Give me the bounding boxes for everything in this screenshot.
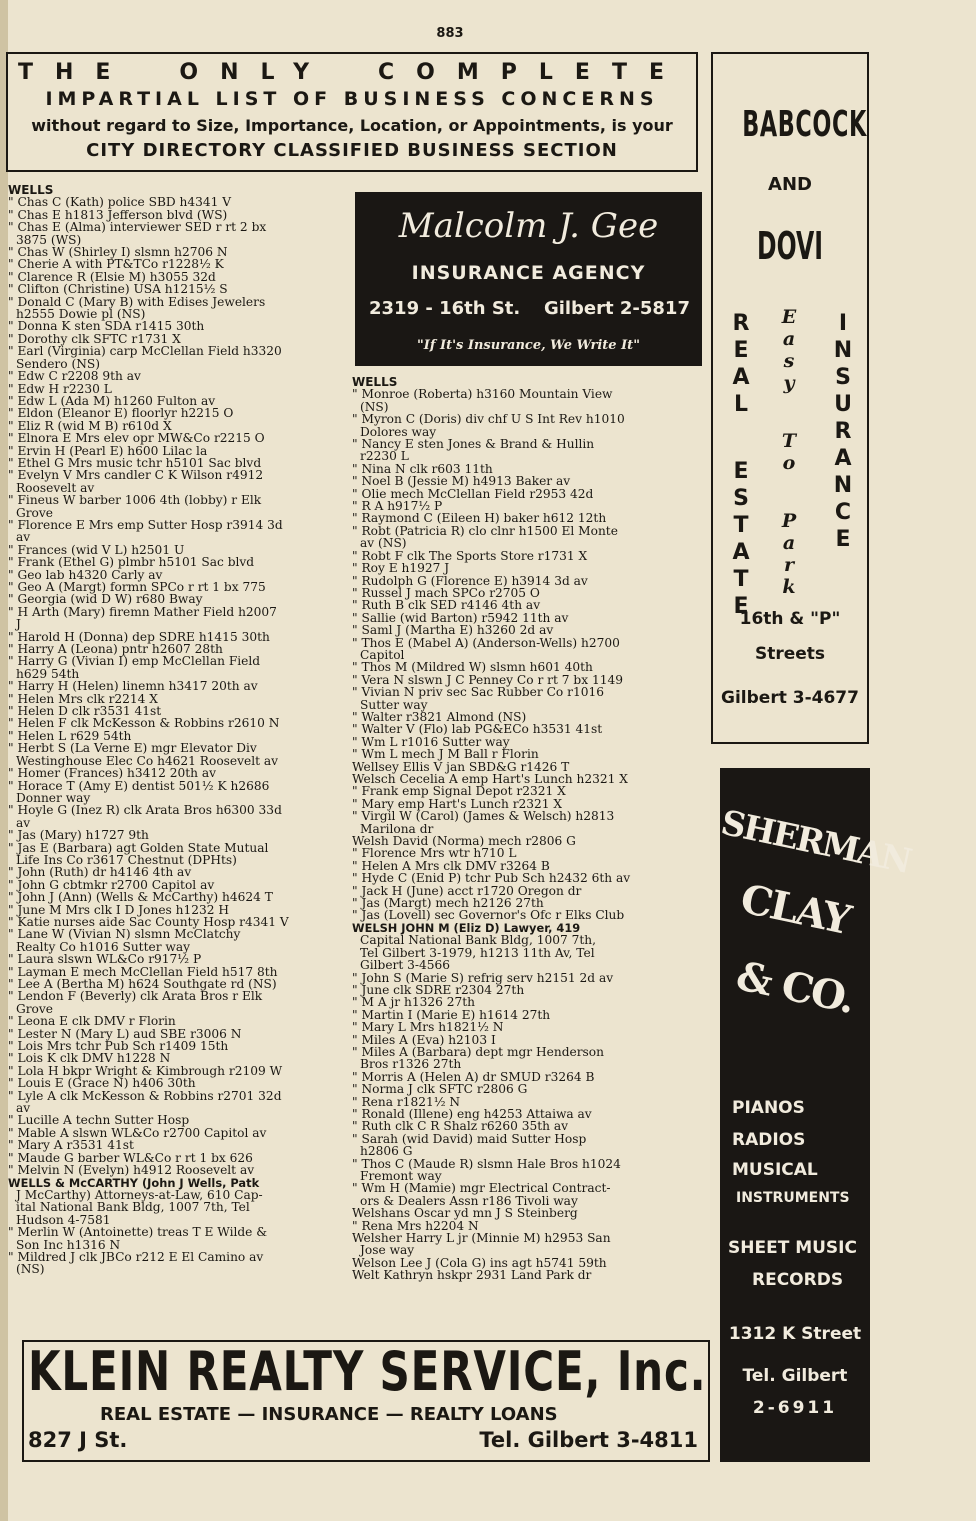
vertical-letter — [777, 394, 801, 430]
directory-line: " Horace T (Amy E) dentist 501½ K h2686 — [8, 778, 270, 793]
vertical-letter: S — [835, 365, 851, 390]
directory-line: Hudson 4-7581 — [16, 1212, 111, 1227]
directory-line: " Louis E (Grace N) h406 30th — [8, 1076, 196, 1091]
directory-line: " Lois K clk DMV h1228 N — [8, 1051, 171, 1066]
directory-line: " Dorothy clk SFTC r1731 X — [8, 331, 181, 346]
vertical-letter: U — [834, 392, 852, 417]
vertical-letter: T — [733, 513, 749, 538]
directory-line: " Lee A (Bertha M) h624 Southgate rd (NS) — [8, 977, 277, 991]
directory-line: " Frank emp Signal Depot r2321 X — [352, 784, 566, 799]
sherman-number: 2-6911 — [752, 1398, 838, 1418]
directory-line: " Helen Mrs clk r2214 X — [8, 691, 158, 706]
sherman-tel: Tel. Gilbert — [742, 1366, 848, 1386]
directory-line: " Lane W (Vivian N) slsmn McClatchy — [8, 927, 241, 942]
directory-line: " June M Mrs clk I D Jones h1232 H — [8, 902, 230, 917]
directory-line: " Ethel G Mrs music tchr h5101 Sac blvd — [8, 455, 262, 470]
directory-line: " Lester N (Mary L) aud SBE r3006 N — [8, 1026, 242, 1041]
directory-line: " Monroe (Roberta) h3160 Mountain View — [352, 387, 613, 402]
babcock-dovi-ad — [711, 52, 869, 744]
directory-line: " Mildred J clk JBCo r212 E El Camino av — [8, 1249, 264, 1264]
directory-line: " Ruth B clk SED r4146 4th av — [352, 598, 541, 613]
babcock-streets: Streets — [754, 644, 826, 664]
directory-line: " Lucille A techn Sutter Hosp — [8, 1113, 190, 1128]
directory-line: " Vivian N priv sec Sac Rubber Co r1016 — [352, 685, 604, 700]
directory-line: " Helen L r629 54th — [8, 728, 132, 743]
gee-address: 2319 - 16th St. — [369, 298, 521, 319]
middle-listing-column — [352, 376, 712, 1282]
directory-line: " Katie nurses aide Sac County Hosp r4341 V — [8, 914, 289, 929]
directory-line: Welson Lee J (Cola G) ins agt h5741 59th — [352, 1255, 607, 1270]
directory-line: " Wm L mech J M Ball r Florin — [352, 747, 539, 762]
directory-line: av — [16, 815, 31, 830]
directory-line: " Vera N slswn J C Penney Co r rt 7 bx 1149 — [352, 672, 623, 687]
directory-line: " Chas W (Shirley I) slsmn h2706 N — [8, 245, 228, 260]
directory-line: h629 54th — [16, 666, 80, 681]
directory-line: " Harold H (Donna) dep SDRE h1415 30th — [8, 629, 270, 644]
directory-line: Sutter way — [360, 697, 428, 712]
directory-line: " Clifton (Christine) USA h1215½ S — [8, 282, 228, 297]
directory-line: " Chas C (Kath) police SBD h4341 V — [8, 195, 232, 210]
directory-line: Welsch Cecelia A emp Hart's Lunch h2321 X — [352, 772, 628, 786]
directory-line: " Rudolph G (Florence E) h3914 3d av — [352, 573, 588, 588]
directory-line: " Edw L (Ada M) h1260 Fulton av — [8, 393, 216, 408]
vertical-letter: y — [783, 372, 795, 394]
directory-line: " Clarence R (Elsie M) h3055 32d — [8, 269, 216, 284]
vertical-letter — [777, 474, 801, 510]
directory-line: " Ronald (Illene) eng h4253 Attaiwa av — [352, 1106, 592, 1121]
directory-line: " Nancy E sten Jones & Brand & Hullin — [352, 437, 595, 452]
vertical-letter: k — [782, 576, 796, 598]
klein-name: KLEIN REALTY SERVICE, Inc. — [28, 1340, 707, 1403]
vertical-letter: C — [834, 500, 852, 525]
directory-line: " Jack H (June) acct r1720 Oregon dr — [352, 883, 582, 898]
dovi-name: DOVI — [757, 224, 823, 268]
directory-line: Grove — [16, 1001, 53, 1016]
sherman-item-instruments: INSTRUMENTS — [736, 1190, 850, 1206]
vertical-letter: A — [732, 540, 750, 565]
directory-line: " Roy E h1927 J — [352, 561, 450, 576]
directory-line: " Earl (Virginia) carp McClellan Field h3320 — [8, 344, 282, 359]
directory-line: WELSH JOHN M (Eliz D) Lawyer, 419 — [352, 920, 581, 935]
directory-line: ital National Bank Bldg, 1007 7th, Tel — [16, 1200, 250, 1215]
directory-line: " Hyde C (Enid P) tchr Pub Sch h2432 6th av — [352, 871, 631, 886]
banner-line-1 — [18, 60, 686, 85]
directory-line: (NS) — [360, 399, 389, 414]
directory-line: Welshans Oscar yd mn J S Steinberg — [352, 1206, 578, 1221]
directory-line: " Wm L r1016 Sutter way — [352, 734, 510, 749]
sherman-line-3: & CO. — [732, 952, 858, 1023]
vertical-letter: E — [835, 527, 851, 552]
directory-line: h2806 G — [360, 1144, 413, 1159]
vertical-letter: a — [782, 532, 796, 554]
directory-line: Welsher Harry L jr (Minnie M) h2953 San — [352, 1231, 611, 1246]
directory-line: r2230 L — [360, 449, 409, 464]
directory-line: " Herbt S (La Verne E) mgr Elevator Div — [8, 741, 257, 756]
malcolm-gee-insurance-ad — [355, 192, 702, 366]
klein-realty-ad — [22, 1340, 710, 1462]
vertical-letter: o — [782, 452, 796, 474]
directory-line: " Frank (Ethel G) plmbr h5101 Sac blvd — [8, 555, 255, 570]
vertical-letter: N — [833, 338, 853, 363]
gee-agency: INSURANCE AGENCY — [411, 262, 646, 284]
directory-line: " Wm H (Mamie) mgr Electrical Contract- — [352, 1181, 611, 1196]
vertical-letter: E — [781, 306, 797, 328]
banner-word-the: THE — [18, 60, 133, 85]
directory-line: " June clk SDRE r2304 27th — [352, 982, 525, 997]
directory-line: " Miles A (Barbara) dept mgr Henderson — [352, 1044, 604, 1059]
directory-line: " Miles A (Eva) h2103 I — [352, 1032, 496, 1047]
directory-line: " Donald C (Mary B) with Edises Jewelers — [8, 294, 266, 309]
banner-line-3: without regard to Size, Importance, Location, or Appointments, is your — [31, 116, 673, 135]
sherman-line-1: SHERMAN — [717, 802, 914, 882]
directory-line: " H Arth (Mary) firemn Mather Field h2007 — [8, 604, 277, 619]
left-listing-column — [8, 184, 348, 1276]
klein-address: 827 J St. — [28, 1428, 128, 1452]
vertical-letter: N — [833, 473, 853, 498]
vertical-letter: R — [834, 419, 852, 444]
directory-line: Jose way — [360, 1243, 415, 1258]
directory-line: Donner way — [16, 790, 91, 805]
vertical-letter: P — [781, 510, 797, 532]
directory-line: " Morris A (Helen A) dr SMUD r3264 B — [352, 1069, 595, 1084]
directory-line: " Melvin N (Evelyn) h4912 Roosevelt av — [8, 1163, 255, 1178]
vertical-letter: s — [783, 350, 795, 372]
directory-line: " Homer (Frances) h3412 20th av — [8, 766, 217, 781]
banner-line-2: IMPARTIAL LIST OF BUSINESS CONCERNS — [45, 88, 659, 110]
directory-line: " Virgil W (Carol) (James & Welsch) h2813 — [352, 809, 615, 824]
insurance-vertical — [831, 310, 855, 553]
directory-line: " Florence E Mrs emp Sutter Hosp r3914 3d — [8, 517, 283, 532]
vertical-letter: R — [732, 311, 750, 336]
directory-line: " Rena Mrs h2204 N — [352, 1218, 479, 1233]
directory-line: (NS) — [16, 1262, 45, 1277]
directory-line: " Edw H r2230 L — [8, 381, 112, 396]
directory-line: Welt Kathryn hskpr 2931 Land Park dr — [352, 1268, 592, 1283]
directory-line: " Walter r3821 Almond (NS) — [352, 709, 527, 724]
directory-line: " Geo A (Margt) formn SPCo r rt 1 bx 775 — [8, 580, 266, 594]
directory-line: " Georgia (wid D W) r680 Bway — [8, 592, 203, 607]
directory-line: av — [16, 1101, 31, 1116]
directory-line: " Jas E (Barbara) agt Golden State Mutual — [8, 840, 269, 855]
babcock-and: AND — [768, 174, 812, 195]
directory-line: " Robt (Patricia R) clo clnr h1500 El Monte — [352, 523, 618, 538]
banner-word-only: ONLY — [179, 60, 332, 85]
directory-line: h2555 Dowie pl (NS) — [16, 307, 146, 322]
directory-line: " John J (Ann) (Wells & McCarthy) h4624 T — [8, 890, 273, 905]
vertical-letter: T — [733, 567, 749, 592]
directory-line: " Elnora E Mrs elev opr MW&Co r2215 O — [8, 431, 265, 446]
directory-line: ors & Dealers Assn r186 Tivoli way — [360, 1193, 578, 1208]
directory-line: " Chas E h1813 Jefferson blvd (WS) — [8, 207, 228, 222]
directory-line: WELLS — [8, 183, 54, 197]
directory-line: Grove — [16, 505, 53, 520]
directory-line: Dolores way — [360, 424, 437, 439]
directory-line: " Geo lab h4320 Carly av — [8, 567, 163, 582]
directory-line: " Merlin W (Antoinette) treas T E Wilde & — [8, 1225, 268, 1240]
directory-line: " Myron C (Doris) div chf U S Int Rev h1010 — [352, 412, 625, 427]
vertical-letter: E — [733, 594, 749, 619]
directory-line: " Fineus W barber 1006 4th (lobby) r Elk — [8, 493, 262, 508]
directory-line: Son Inc h1316 N — [16, 1237, 121, 1252]
directory-line: Gilbert 3-4566 — [360, 958, 451, 973]
directory-line: J — [16, 617, 21, 632]
vertical-letter: T — [781, 430, 797, 452]
directory-line: " Sarah (wid David) maid Sutter Hosp — [352, 1131, 587, 1146]
directory-line: " Russel J mach SPCo r2705 O — [352, 585, 540, 600]
directory-line: " Frances (wid V L) h2501 U — [8, 542, 185, 557]
classified-section-banner — [6, 52, 698, 172]
directory-line: " Jas (Lovell) sec Governor's Ofc r Elks Club — [352, 908, 625, 923]
banner-word-complete: COMPLETE — [378, 60, 686, 85]
sherman-line-2: CLAY — [736, 875, 854, 944]
directory-line: " Rena r1821½ N — [352, 1094, 461, 1109]
directory-line: " Thos M (Mildred W) slsmn h601 40th — [352, 660, 593, 675]
directory-line: " Mary L Mrs h1821½ N — [352, 1020, 504, 1035]
directory-line: " R A h917½ P — [352, 499, 443, 514]
directory-line: 3875 (WS) — [16, 232, 82, 247]
directory-line: " Hoyle G (Inez R) clk Arata Bros h6300 33d — [8, 803, 282, 818]
vertical-letter — [729, 418, 753, 458]
vertical-letter: A — [834, 446, 852, 471]
directory-line: Capital National Bank Bldg, 1007 7th, — [360, 933, 596, 948]
directory-line: Capitol — [360, 647, 405, 662]
directory-line: " Mable A slswn WL&Co r2700 Capitol av — [8, 1125, 267, 1140]
vertical-letter: L — [733, 392, 749, 417]
sherman-item-records: RECORDS — [752, 1270, 844, 1290]
directory-line: " Raymond C (Eileen H) baker h612 12th — [352, 511, 607, 526]
directory-line: " Thos C (Maude R) slsmn Hale Bros h1024 — [352, 1156, 621, 1171]
gee-phone: Gilbert 2-5817 — [543, 298, 690, 319]
sherman-item-musical: MUSICAL — [732, 1160, 818, 1180]
vertical-letter: a — [782, 328, 796, 350]
vertical-letter: A — [732, 365, 750, 390]
directory-line: Fremont way — [360, 1169, 442, 1183]
gee-slogan: "If It's Insurance, We Write It" — [417, 338, 640, 353]
directory-line: " Edw C r2208 9th av — [8, 369, 141, 384]
directory-line: " Helen D clk r3531 41st — [8, 704, 162, 719]
directory-line: " John (Ruth) dr h4146 4th av — [8, 865, 192, 880]
real-estate-vertical — [729, 310, 753, 620]
vertical-letter: E — [733, 338, 749, 363]
babcock-phone: Gilbert 3-4677 — [721, 688, 859, 708]
directory-line: Welsh David (Norma) mech r2806 G — [352, 834, 576, 849]
directory-line: " Martin I (Marie E) h1614 27th — [352, 1007, 551, 1022]
directory-line: WELLS — [352, 375, 398, 389]
easy-to-park-vertical — [777, 306, 801, 598]
directory-line: Realty Co h1016 Sutter way — [16, 939, 190, 954]
directory-line: " Lyle A clk McKesson & Robbins r2701 32d — [8, 1088, 282, 1103]
directory-line: " Robt F clk The Sports Store r1731 X — [352, 548, 588, 563]
directory-line: Roosevelt av — [16, 480, 95, 495]
directory-line: " Nina N clk r603 11th — [352, 461, 493, 476]
directory-line: " Donna K sten SDA r1415 30th — [8, 319, 205, 334]
directory-line: Bros r1326 27th — [360, 1057, 462, 1072]
directory-line: " Lendon F (Beverly) clk Arata Bros r Elk — [8, 989, 263, 1004]
directory-line: " Helen A Mrs clk DMV r3264 B — [352, 858, 550, 873]
sherman-item-sheet-music: SHEET MUSIC — [728, 1238, 857, 1258]
directory-line: " Layman E mech McClellan Field h517 8th — [8, 964, 278, 979]
sherman-item-radios: RADIOS — [732, 1130, 806, 1150]
sherman-clay-ad — [717, 768, 914, 1462]
directory-line: " John G cbtmkr r2700 Capitol av — [8, 877, 215, 892]
directory-line: " Maude G barber WL&Co r rt 1 bx 626 — [8, 1150, 253, 1165]
directory-line: " Thos E (Mabel A) (Anderson-Wells) h2700 — [352, 635, 620, 650]
directory-line: " Lola H bkpr Wright & Kimbrough r2109 W — [8, 1063, 283, 1078]
directory-line: Sendero (NS) — [16, 356, 100, 371]
directory-line: J McCarthy) Attorneys-at-Law, 610 Cap- — [16, 1187, 263, 1202]
vertical-letter: r — [783, 554, 794, 576]
directory-line: " Eliz R (wid M B) r610d X — [8, 418, 172, 433]
babcock-name: BABCOCK — [742, 104, 867, 145]
vertical-letter: I — [838, 311, 848, 336]
page-number: 883 — [436, 26, 464, 41]
directory-line: WELLS & McCARTHY (John J Wells, Patk — [8, 1175, 260, 1190]
sherman-item-pianos: PIANOS — [732, 1098, 805, 1118]
directory-line: " Chas E (Alma) interviewer SED r rt 2 bx — [8, 220, 267, 235]
gee-name: Malcolm J. Gee — [398, 206, 659, 246]
directory-line: " Norma J clk SFTC r2806 G — [352, 1082, 528, 1097]
directory-line: " Jas (Margt) mech h2126 27th — [352, 896, 544, 911]
directory-line: av — [16, 530, 31, 545]
directory-line: " Helen F clk McKesson & Robbins r2610 N — [8, 716, 280, 731]
vertical-letter: E — [733, 459, 749, 484]
directory-line: Tel Gilbert 3-1979, h1213 11th Av, Tel — [360, 945, 595, 960]
klein-phone: Tel. Gilbert 3-4811 — [479, 1428, 698, 1452]
babcock-cross-streets: 16th & "P" — [739, 609, 841, 629]
directory-line: " Leona E clk DMV r Florin — [8, 1014, 176, 1029]
directory-line: " Noel B (Jessie M) h4913 Baker av — [352, 474, 571, 489]
directory-line: " Saml J (Martha E) h3260 2d av — [352, 623, 554, 638]
directory-line: " Jas (Mary) h1727 9th — [8, 828, 149, 843]
directory-line: " Ruth clk C R Shalz r6260 35th av — [352, 1119, 569, 1134]
directory-line: " Eldon (Eleanor E) floorlyr h2215 O — [8, 406, 234, 421]
directory-line: " Mary A r3531 41st — [8, 1138, 134, 1153]
banner-line-4: CITY DIRECTORY CLASSIFIED BUSINESS SECTION — [86, 140, 618, 161]
directory-line: " Ervin H (Pearl E) h600 Lilac la — [8, 443, 208, 458]
directory-line: " Lois Mrs tchr Pub Sch r1409 15th — [8, 1039, 229, 1054]
directory-line: " Laura slswn WL&Co r917½ P — [8, 952, 202, 967]
directory-line: " Olie mech McClellan Field r2953 42d — [352, 486, 594, 501]
page-binding-edge — [0, 0, 8, 1521]
klein-services: REAL ESTATE — INSURANCE — REALTY LOANS — [100, 1404, 558, 1425]
directory-line: " Harry H (Helen) linemn h3417 20th av — [8, 679, 258, 694]
directory-line: Westinghouse Elec Co h4621 Roosevelt av — [16, 753, 279, 768]
directory-line: " Harry G (Vivian I) emp McClellan Field — [8, 654, 261, 669]
directory-line: " Walter V (Flo) lab PG&ECo h3531 41st — [352, 722, 603, 737]
directory-line: " Sallie (wid Barton) r5942 11th av — [352, 610, 569, 625]
directory-line: " Mary emp Hart's Lunch r2321 X — [352, 796, 563, 811]
directory-line: " Florence Mrs wtr h710 L — [352, 846, 517, 861]
directory-line: Wellsey Ellis V jan SBD&G r1426 T — [352, 759, 570, 774]
directory-line: Marilona dr — [360, 821, 434, 836]
directory-line: " M A jr h1326 27th — [352, 995, 475, 1010]
directory-line: " Harry A (Leona) pntr h2607 28th — [8, 642, 223, 657]
vertical-letter: S — [733, 486, 749, 511]
directory-line: Life Ins Co r3617 Chestnut (DPHts) — [16, 852, 237, 867]
directory-line: av (NS) — [360, 536, 407, 551]
directory-line: " Cherie A with PT&TCo r1228½ K — [8, 257, 224, 272]
directory-line: " John S (Marie S) refrig serv h2151 2d av — [352, 970, 614, 985]
directory-line: " Evelyn V Mrs candler C K Wilson r4912 — [8, 468, 264, 483]
sherman-address: 1312 K Street — [728, 1324, 862, 1344]
